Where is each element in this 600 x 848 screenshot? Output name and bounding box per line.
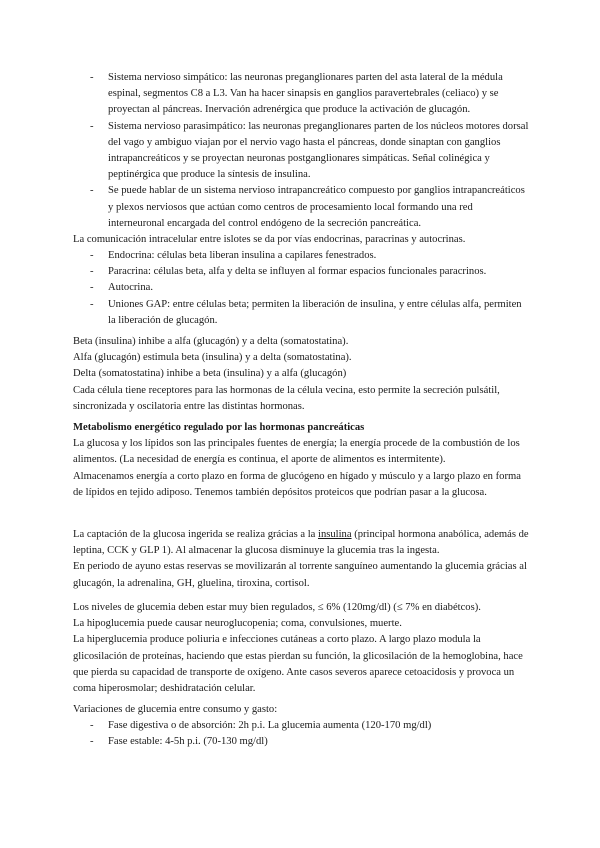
- paragraph: En periodo de ayuno estas reservas se movilizarán al torrente sanguíneo aumentando la glucemia grácias al glucagón, la adrenalina, GH, gluelina, tiroxina, cortisol.: [73, 561, 527, 589]
- variation-list: [90, 718, 530, 750]
- list-item-text: Autocrina.: [108, 282, 154, 294]
- hormone-line: Cada célula tiene receptores para las hormonas de la célula vecina, esto permite la secreción pulsátil, sincronizada y oscilatoria entre las distintas hormonas.: [73, 384, 500, 412]
- paragraph: La glucosa y los lípidos son las principales fuentes de energía; la energía procede de la combustión de los alimentos. (La necesidad de energía es continua, el aporte de alimentos es intermitente).: [73, 438, 520, 466]
- underlined-term: insulina: [318, 529, 352, 540]
- text-run: La captación de la glucosa ingerida se realiza grácias a la: [73, 529, 318, 540]
- text-run: (principal hormona anabólica, además de leptina, CCK y GLP 1). Al almacenar la glucosa disminuye la glucemia tras la ingesta.: [73, 529, 529, 557]
- list-item-text: Sistema nervioso parasimpático: las neuronas preganglionares parten de los núcleos motores dorsal del vago y ambiguo viajan por el nervio vago hasta el páncreas, donde sinaptan con ganglios intrapancreáticos y se proyectan neuronas postganglionares simpáticas. Señal colinégica y peptinérgica que produce la síntesis de insulina.: [108, 120, 529, 181]
- list-item-text: Fase digestiva o de absorción: 2h p.i. La glucemia aumenta (120-170 mg/dl): [108, 720, 432, 731]
- bullet-dash: -: [90, 185, 94, 197]
- nervous-system-list: [90, 70, 530, 232]
- hormone-interactions: [73, 334, 533, 415]
- hormone-line: Alfa (glucagón) estimula beta (insulina) y a delta (somatostatina).: [73, 352, 352, 364]
- bullet-dash: -: [90, 298, 94, 310]
- list-item: [90, 734, 530, 750]
- list-item-text: Uniones GAP: entre células beta; permiten la liberación de insulina, y entre células alfa, permiten la liberación de glucagón.: [108, 298, 522, 326]
- list-item-text: Fase estable: 4-5h p.i. (70-130 mg/dl): [108, 736, 268, 748]
- paragraph: La hiperglucemia produce poliuria e infecciones cutáneas a corto plazo. A largo plazo modula la glicosilación de proteínas, haciendo que estas pierdan su función, la glicosilación de la hemoglobina, hace que pierda su capacidad de transporte de oxígeno. Ante casos severos aparece cetoacidosis y provoca un coma hiperosmolar; deshidratación celular.: [73, 634, 523, 695]
- section-heading: Metabolismo energético regulado por las hormonas pancreáticas: [73, 422, 365, 433]
- bullet-dash: -: [90, 720, 94, 731]
- bullet-dash: -: [90, 282, 94, 294]
- paragraph: Los niveles de glucemia deben estar muy bien regulados, ≤ 6% (120mg/dl) (≤ 7% en diabétcos).: [73, 602, 481, 613]
- hormone-line: Beta (insulina) inhibe a alfa (glucagón) y a delta (somatostatina).: [73, 336, 349, 347]
- glycemia-section: [73, 600, 533, 697]
- hormone-line: Delta (somatostatina) inhibe a beta (insulina) y a alfa (glucagón): [73, 368, 347, 380]
- list-item: [90, 297, 530, 329]
- paragraph: Almacenamos energía a corto plazo en forma de glucógeno en hígado y músculo y a largo plazo en forma de lípidos en tejido adiposo. Tenemos también depósitos proteicos que podrían pasar a la glucosa.: [73, 470, 521, 498]
- glucose-uptake-section: [73, 527, 533, 592]
- paragraph: La hipoglucemia puede causar neuroglucopenia; coma, convulsiones, muerte.: [73, 618, 402, 630]
- list-item: [90, 280, 530, 296]
- variation-intro: Variaciones de glucemia entre consumo y gasto:: [73, 704, 278, 715]
- metabolism-section: [73, 420, 533, 501]
- list-item: [90, 264, 530, 280]
- list-item: [90, 119, 530, 184]
- list-item-text: Se puede hablar de un sistema nervioso intrapancreático compuesto por ganglios intrapancreáticos y plexos nerviosos que actúan como centros de procesamiento local formando una red interneuronal encargada del control endógeno de la secreción pancreática.: [108, 185, 525, 229]
- bullet-dash: -: [90, 120, 94, 132]
- communication-intro: La comunicación intracelular entre islotes se da por vías endocrinas, paracrinas y autocrinas.: [73, 234, 466, 245]
- list-item-text: Sistema nervioso simpático: las neuronas preganglionares parten del asta lateral de la médula espinal, segmentos C8 a L3. Van ha hacer sinapsis en ganglios paravertebrales (celiaco) y se proyectan al páncreas. Inervación adrenérgica que produce la activación de glucagón.: [108, 72, 503, 116]
- list-item-text: Endocrina: células beta liberan insulina a capilares fenestrados.: [108, 250, 377, 261]
- communication-list: [90, 248, 530, 329]
- bullet-dash: -: [90, 72, 94, 83]
- list-item: [90, 248, 530, 264]
- bullet-dash: -: [90, 266, 94, 278]
- bullet-dash: -: [90, 250, 94, 261]
- paragraph: [73, 527, 533, 559]
- list-item-text: Paracrina: células beta, alfa y delta se influyen al formar espacios funcionales paracrinos.: [108, 266, 487, 278]
- list-item: [90, 183, 530, 232]
- list-item: [90, 718, 530, 734]
- list-item: [90, 70, 530, 119]
- bullet-dash: -: [90, 736, 94, 748]
